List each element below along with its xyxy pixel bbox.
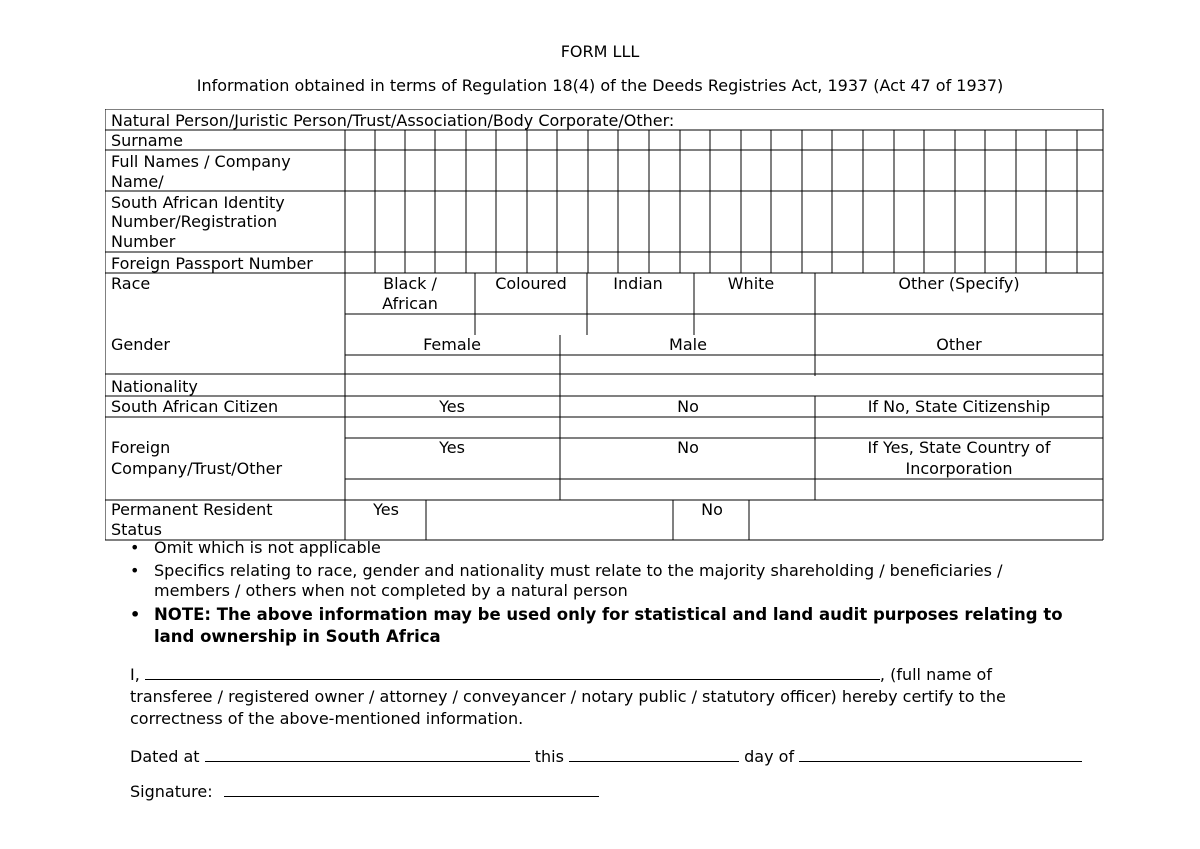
dated-place-blank[interactable] <box>205 747 530 762</box>
foreign-label-line1: Foreign <box>111 438 171 457</box>
signature-row <box>130 782 599 801</box>
note-specifics: • Specifics relating to race, gender and nationality must relate to the majority shareholding / beneficiaries / members / others when not completed by a natural person <box>130 561 1120 601</box>
gender-label: Gender <box>111 335 170 354</box>
cert-line-3: correctness of the above-mentioned information. <box>130 709 524 728</box>
dated-at-label: Dated at <box>130 747 200 766</box>
id-number-label-line1: South African Identity <box>111 193 285 212</box>
day-blank[interactable] <box>569 747 739 762</box>
form-subtitle: Information obtained in terms of Regulation 18(4) of the Deeds Registries Act, 1937 (Act 47 of 1937) <box>196 76 1004 95</box>
passport-label: Foreign Passport Number <box>111 254 313 273</box>
resident-option-yes: Yes <box>373 500 399 519</box>
foreign-option-no: No <box>677 438 699 457</box>
foreign-if-yes-line1: If Yes, State Country of <box>867 438 1051 457</box>
nationality-label: Nationality <box>111 377 198 396</box>
certification-paragraph <box>130 664 1090 730</box>
information-table <box>105 109 1105 541</box>
full-names-label-line1: Full Names / Company <box>111 152 291 171</box>
gender-option-other: Other <box>936 335 982 354</box>
note-omit: • Omit which is not applicable <box>130 538 1120 558</box>
cert-suffix: , (full name of <box>879 665 992 684</box>
foreign-if-yes-line2: Incorporation <box>905 459 1013 478</box>
race-option-black-line1: Black / <box>383 274 437 293</box>
day-of-label: day of <box>744 747 795 766</box>
citizen-option-no: No <box>677 397 699 416</box>
cert-prefix: I, <box>130 665 140 684</box>
race-option-black-line2: African <box>382 294 438 313</box>
foreign-label-line2: Company/Trust/Other <box>111 459 283 478</box>
gender-option-male: Male <box>669 335 707 354</box>
this-label: this <box>534 747 564 766</box>
race-option-indian: Indian <box>613 274 663 293</box>
foreign-option-yes: Yes <box>439 438 465 457</box>
cert-line-2: transferee / registered owner / attorney / conveyancer / notary public / statutory officer) hereby certify to the <box>130 687 1006 706</box>
resident-label-line2: Status <box>111 520 162 539</box>
resident-option-no: No <box>701 500 723 519</box>
form-title: FORM LLL <box>560 42 640 61</box>
signature-label: Signature: <box>130 782 213 801</box>
dated-row <box>130 747 1082 766</box>
citizen-option-yes: Yes <box>439 397 465 416</box>
month-year-blank[interactable] <box>799 747 1082 762</box>
citizen-if-no-label: If No, State Citizenship <box>867 397 1051 416</box>
gender-option-female: Female <box>423 335 481 354</box>
notes-list <box>130 538 1120 651</box>
race-label: Race <box>111 274 151 293</box>
citizen-label: South African Citizen <box>111 397 279 416</box>
resident-label-line1: Permanent Resident <box>111 500 273 519</box>
table-header-label: Natural Person/Juristic Person/Trust/Association/Body Corporate/Other: <box>111 111 675 130</box>
surname-label: Surname <box>111 131 183 150</box>
id-number-label-line2: Number/Registration <box>111 212 278 231</box>
full-name-blank[interactable] <box>145 665 880 680</box>
race-option-other: Other (Specify) <box>898 274 1020 293</box>
id-number-label-line3: Number <box>111 232 176 251</box>
full-names-label-line2: Name/ <box>111 172 164 191</box>
note-statistical: • NOTE: The above information may be used only for statistical and land audit purposes relating to land ownership in South Africa <box>130 604 1120 648</box>
race-option-white: White <box>727 274 775 293</box>
signature-blank[interactable] <box>224 782 599 797</box>
race-option-coloured: Coloured <box>495 274 567 293</box>
